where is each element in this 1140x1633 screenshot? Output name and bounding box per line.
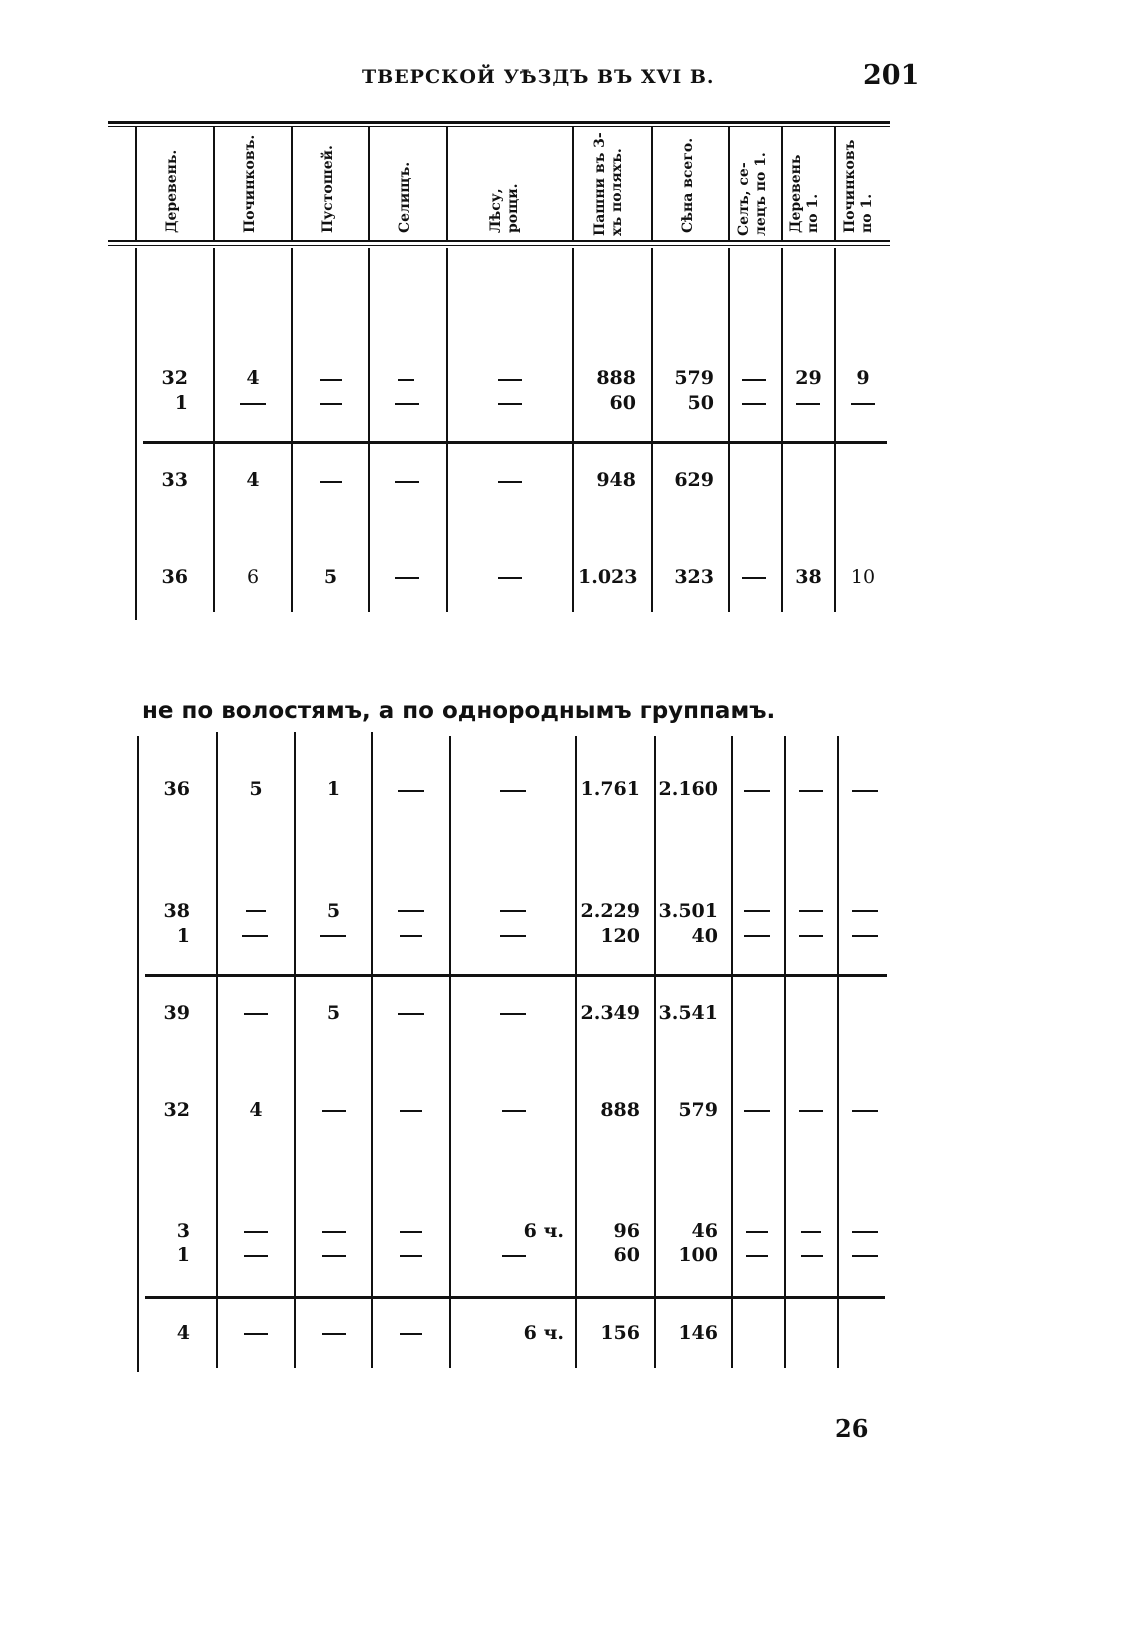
table2-col-line xyxy=(654,736,656,1368)
dash-mark xyxy=(498,379,522,381)
dash-mark xyxy=(500,935,526,937)
dash-mark xyxy=(240,403,266,405)
column-header-derevni: Деревень. xyxy=(164,149,180,233)
cell-pashnya: 60 xyxy=(609,392,636,414)
table1-col-line xyxy=(291,248,293,612)
header-col-sep xyxy=(135,126,137,240)
header-col-sep xyxy=(781,126,783,240)
dash-mark xyxy=(395,577,419,579)
cell-pashnya: 2.349 xyxy=(580,1002,640,1024)
dash-mark xyxy=(395,481,419,483)
header-bottom-rule xyxy=(108,240,890,242)
table1-col-line xyxy=(368,248,370,612)
cell-pochinki: 4 xyxy=(246,469,260,491)
dash-mark xyxy=(322,1231,346,1233)
table2-col-line xyxy=(837,736,839,1368)
dash-mark xyxy=(852,1110,878,1112)
dash-mark xyxy=(852,1255,878,1257)
cell-seno: 3.501 xyxy=(658,900,718,922)
cell-pochinki: 4 xyxy=(246,367,260,389)
table1-col-line xyxy=(834,248,836,612)
dash-mark xyxy=(799,790,823,792)
table2-col-line xyxy=(449,736,451,1368)
table2-col-line xyxy=(731,736,733,1368)
cell-seno: 146 xyxy=(678,1322,718,1344)
dash-mark xyxy=(852,935,878,937)
table2-col-line xyxy=(216,732,218,1368)
cell-pochinki-po-1: 10 xyxy=(850,566,876,588)
column-header-pochinki-po-1: Починковъ по 1. xyxy=(842,139,875,233)
running-head: ТВЕРСКОЙ УѢЗДЪ ВЪ XVI В. xyxy=(362,66,715,88)
dash-mark xyxy=(801,1255,823,1257)
header-col-sep xyxy=(728,126,730,240)
cell-pustoshi: 1 xyxy=(326,778,341,800)
dash-mark xyxy=(400,1231,422,1233)
header-col-sep xyxy=(368,126,370,240)
cell-derevni: 36 xyxy=(163,778,190,800)
cell-derevni: 32 xyxy=(163,1099,190,1121)
table1-sum-rule xyxy=(143,441,887,444)
cell-seno: 323 xyxy=(674,566,714,588)
table-caption: не по волостямъ, а по однороднымъ группамъ. xyxy=(142,698,776,724)
cell-pashnya: 888 xyxy=(596,367,636,389)
dash-mark xyxy=(395,403,419,405)
table1-col-line xyxy=(213,248,215,612)
cell-pashnya: 888 xyxy=(600,1099,640,1121)
cell-pochinki: 4 xyxy=(249,1099,263,1121)
dash-mark xyxy=(852,1231,878,1233)
dash-mark xyxy=(799,1110,823,1112)
dash-mark xyxy=(742,379,766,381)
dash-mark xyxy=(244,1013,268,1015)
cell-seno: 3.541 xyxy=(658,1002,718,1024)
cell-pochinki: 5 xyxy=(249,778,263,800)
dash-mark xyxy=(744,790,770,792)
dash-mark xyxy=(322,1255,346,1257)
dash-mark xyxy=(502,1255,526,1257)
dash-mark xyxy=(398,379,414,381)
cell-pashnya: 156 xyxy=(600,1322,640,1344)
column-header-selishcha: Селищъ. xyxy=(397,161,413,233)
dash-mark xyxy=(744,910,770,912)
dash-mark xyxy=(320,935,346,937)
table2-sum-rule xyxy=(145,974,887,977)
header-top-rule-2 xyxy=(108,126,890,127)
dash-mark xyxy=(742,403,766,405)
dash-mark xyxy=(502,1110,526,1112)
cell-derevni: 36 xyxy=(161,566,188,588)
column-header-pochinki: Починковъ. xyxy=(242,134,258,233)
cell-pashnya: 1.023 xyxy=(578,566,638,588)
table1-col-line xyxy=(135,248,137,620)
dash-mark xyxy=(398,790,424,792)
cell-seno: 50 xyxy=(687,392,714,414)
cell-pashnya: 96 xyxy=(613,1220,640,1242)
cell-seno: 46 xyxy=(691,1220,718,1242)
cell-seno: 629 xyxy=(674,469,714,491)
dash-mark xyxy=(799,910,823,912)
dash-mark xyxy=(320,481,342,483)
dash-mark xyxy=(500,790,526,792)
cell-les: 6 ч. xyxy=(523,1322,564,1344)
cell-derevni: 1 xyxy=(174,392,188,414)
dash-mark xyxy=(400,935,422,937)
dash-mark xyxy=(498,481,522,483)
header-col-sep xyxy=(446,126,448,240)
dash-mark xyxy=(746,1255,768,1257)
table2-col-line xyxy=(371,732,373,1368)
dash-mark xyxy=(500,1013,526,1015)
cell-derevni-po-1: 38 xyxy=(795,566,822,588)
dash-mark xyxy=(320,379,342,381)
cell-derevni: 4 xyxy=(176,1322,190,1344)
cell-seno: 579 xyxy=(678,1099,718,1121)
column-header-derevni-po-1: Деревень по 1. xyxy=(788,154,821,233)
dash-mark xyxy=(398,1013,424,1015)
cell-seno: 579 xyxy=(674,367,714,389)
dash-mark xyxy=(796,403,820,405)
cell-pashnya: 1.761 xyxy=(580,778,640,800)
header-col-sep xyxy=(213,126,215,240)
header-top-rule xyxy=(108,121,890,124)
dash-mark xyxy=(744,935,770,937)
cell-derevni: 3 xyxy=(176,1220,190,1242)
cell-seno: 2.160 xyxy=(658,778,718,800)
cell-derevni: 1 xyxy=(176,925,190,947)
dash-mark xyxy=(400,1333,422,1335)
cell-derevni: 38 xyxy=(163,900,190,922)
table2-col-line xyxy=(784,736,786,1368)
dash-mark xyxy=(498,577,522,579)
dash-mark xyxy=(742,577,766,579)
cell-pochinki-po-1: 9 xyxy=(856,367,870,389)
cell-derevni: 33 xyxy=(161,469,188,491)
table1-col-line xyxy=(781,248,783,612)
table2-col-line xyxy=(575,736,577,1368)
cell-seno: 40 xyxy=(691,925,718,947)
dash-mark xyxy=(244,1333,268,1335)
cell-pustoshi: 5 xyxy=(326,900,341,922)
table1-col-line xyxy=(651,248,653,612)
header-bottom-rule-2 xyxy=(108,245,890,246)
cell-pustoshi: 5 xyxy=(326,1002,341,1024)
dash-mark xyxy=(746,1231,768,1233)
table2-sum-rule xyxy=(145,1296,885,1299)
table1-col-line xyxy=(572,248,574,612)
dash-mark xyxy=(500,910,526,912)
header-col-sep xyxy=(291,126,293,240)
header-col-sep xyxy=(651,126,653,240)
column-header-sela: Селъ, се- лецъ по 1. xyxy=(736,152,769,236)
dash-mark xyxy=(242,935,268,937)
table1-col-line xyxy=(728,248,730,612)
cell-pashnya: 120 xyxy=(600,925,640,947)
cell-derevni-po-1: 29 xyxy=(795,367,822,389)
table1-col-line xyxy=(446,248,448,612)
column-header-pustoshi: Пустошей. xyxy=(320,145,336,233)
dash-mark xyxy=(322,1333,346,1335)
dash-mark xyxy=(801,1231,821,1233)
dash-mark xyxy=(400,1255,422,1257)
dash-mark xyxy=(851,403,875,405)
table2-col-line xyxy=(137,736,139,1372)
dash-mark xyxy=(400,1110,422,1112)
dash-mark xyxy=(498,403,522,405)
header-col-sep xyxy=(834,126,836,240)
cell-pashnya: 60 xyxy=(613,1244,640,1266)
dash-mark xyxy=(244,1255,268,1257)
dash-mark xyxy=(398,910,424,912)
cell-pashnya: 948 xyxy=(596,469,636,491)
cell-les: 6 ч. xyxy=(523,1220,564,1242)
cell-seno: 100 xyxy=(678,1244,718,1266)
cell-pochinki: 6 xyxy=(246,566,260,588)
dash-mark xyxy=(320,403,342,405)
column-header-les: Лѣсу, рощи. xyxy=(488,183,521,233)
dash-mark xyxy=(322,1110,346,1112)
cell-pustoshi: 5 xyxy=(323,566,338,588)
cell-pashnya: 2.229 xyxy=(580,900,640,922)
table2-col-line xyxy=(294,732,296,1368)
dash-mark xyxy=(246,910,266,912)
signature-mark: 26 xyxy=(835,1414,869,1443)
dash-mark xyxy=(744,1110,770,1112)
dash-mark xyxy=(852,790,878,792)
column-header-pashnya: Пашни въ 3-хъ поляхъ. xyxy=(592,132,625,236)
dash-mark xyxy=(244,1231,268,1233)
cell-derevni: 39 xyxy=(163,1002,190,1024)
dash-mark xyxy=(852,910,878,912)
cell-derevni: 1 xyxy=(176,1244,190,1266)
page-number: 201 xyxy=(863,60,920,91)
cell-derevni: 32 xyxy=(161,367,188,389)
column-header-seno: Сѣна всего. xyxy=(680,137,696,233)
header-col-sep xyxy=(572,126,574,240)
dash-mark xyxy=(799,935,823,937)
